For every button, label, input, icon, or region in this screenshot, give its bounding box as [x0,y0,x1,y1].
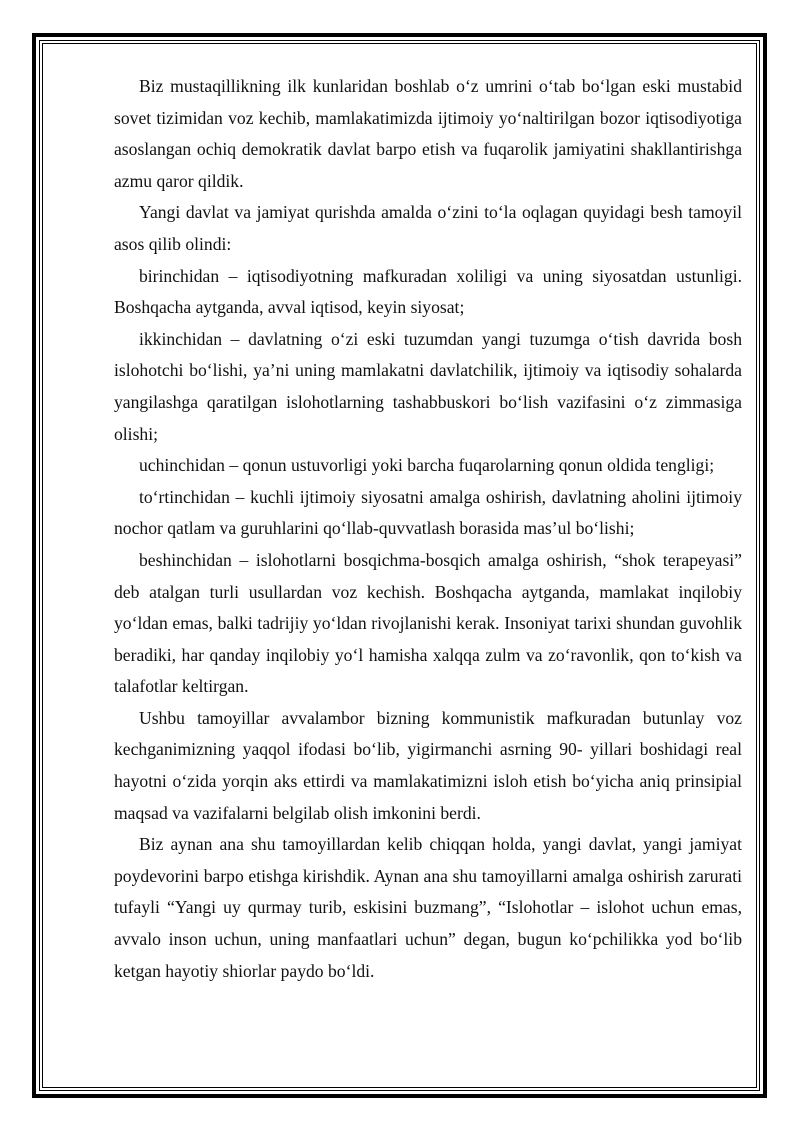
paragraph-principles-meaning: Ushbu tamoyillar avvalambor bizning kommunistik mafkuradan butunlay voz kechganimizning yaqqol ifodasi bo‘lib, yigirmanchi asrning 90- yillari boshidagi real hayotni o‘zida yorqin aks ettirdi va mamlakatimizni isloh etish bo‘yicha aniq prinsipial maqsad va vazifalarni belgilab olish imkonini berdi. [114,707,742,823]
paragraph-principle-second: ikkinchidan – davlatning o‘zi eski tuzumdan yangi tuzumga o‘tish davrida bosh islohotchi bo‘lishi, ya’ni uning mamlakatni davlatchilik, ijtimoiy va iqtisodiy sohalarda yangilashga qaratilgan islohotlarning tashabbuskori bo‘lish vazifasini o‘z zimmasiga olishi; [114,328,742,444]
paragraph-conclusion: Biz aynan ana shu tamoyillardan kelib chiqqan holda, yangi davlat, yangi jamiyat poydevorini barpo etishga kirishdik. Aynan ana shu tamoyillarni amalga oshirish zarurati tufayli “Yangi uy qurmay turib, eskisini buzmang”, “Islohotlar – islohot uchun emas, avvalo inson uchun, uning manfaatlari uchun” degan, bugun ko‘pchilikka yod bo‘lib ketgan hayotiy shiorlar paydo bo‘ldi. [114,834,742,981]
paragraph-intro: Biz mustaqillikning ilk kunlaridan boshlab o‘z umrini o‘tab bo‘lgan eski mustabid sovet tizimidan voz kechib, mamlakatimizda ijtimoiy yo‘naltirilgan bozor iqtisodiyotiga asoslangan ochiq demokratik davlat barpo etish va fuqarolik jamiyatini shakllantirishga azmu qaror qildik. [114,76,742,191]
paragraph-principle-first: birinchidan – iqtisodiyotning mafkuradan xoliligi va uning siyosatdan ustunligi. Boshqacha aytganda, avval iqtisod, keyin siyosat; [114,265,742,318]
paragraph-principle-fifth: beshinchidan – islohotlarni bosqichma-bosqich amalga oshirish, “shok terapeyasi” deb atalgan turli usullardan voz kechish. Boshqacha aytganda, mamlakat inqilobiy yo‘ldan emas, balki tadrijiy yo‘ldan rivojlanishi kerak. Insoniyat tarixi shundan guvohlik beradiki, har qanday inqilobiy yo‘l hamisha xalqqa zulm va zo‘ravonlik, qon to‘kish va talafotlar keltirgan. [114,549,742,697]
document-body [114,71,742,987]
paragraph-principle-third: uchinchidan – qonun ustuvorligi yoki barcha fuqarolarning qonun oldida tengligi; [139,455,715,476]
paragraph-five-principles: Yangi davlat va jamiyat qurishda amalda o‘zini to‘la oqlagan quyidagi besh tamoyil asos qilib olindi: [114,202,742,254]
paragraph-principle-fourth: to‘rtinchidan – kuchli ijtimoiy siyosatni amalga oshirish, davlatning aholini ijtimoiy nochor qatlam va guruhlarini qo‘llab-quvvatlash borasida mas’ul bo‘lishi; [114,486,742,539]
